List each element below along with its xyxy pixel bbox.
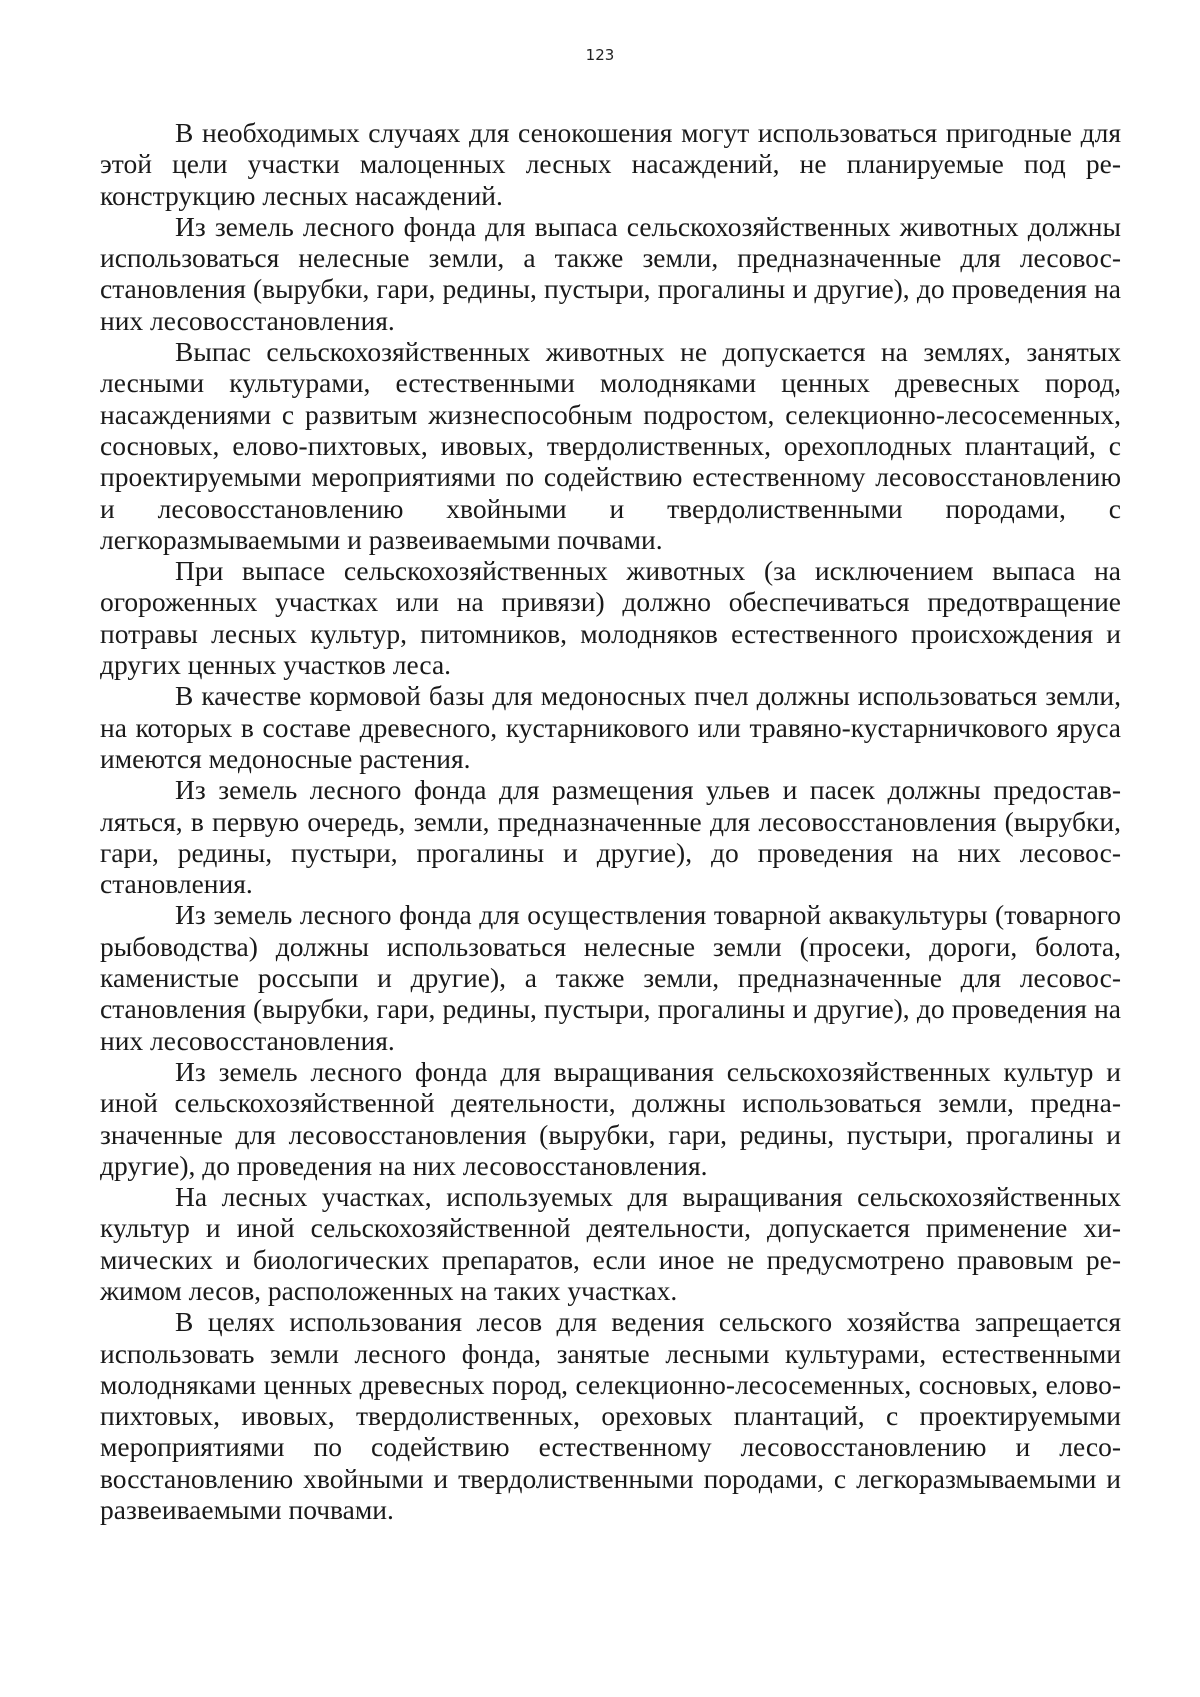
paragraph-grazing-protection: При выпасе сельскохозяйственных животных (за исключением выпаса на огороженных участках или на привязи) должно обеспечиваться предотвращение потравы лесных культур, питомников, молодняков естественного происхождения и других ценных участков леса. xyxy=(100,555,1121,681)
document-body xyxy=(100,117,1121,1525)
paragraph-grazing-lands: Из земель лесного фонда для выпаса сельскохозяйственных животных должны использоваться нелесные земли, а также земли, предназначенные для лесовосстановления (вырубки, гари, редины, пустыри, прогалины и другие), до проведения на них лесовосстановления. xyxy=(100,210,1121,336)
paragraph-aquaculture: Из земель лесного фонда для осуществления товарной аквакультуры (товарного рыбоводства) должны использоваться нелесные земли (просеки, дороги, болота, каменистые россыпи и другие), а также земли, предназначенные для лесовосстановления (вырубки, гари, редины, пустыри, прогалины и другие), до проведения на них лесовосстановления. xyxy=(100,899,1121,1056)
paragraph-grazing-prohibited: Выпас сельскохозяйственных животных не допускается на землях, занятых лесными культурами, естественными молодняками ценных древесных пород, насаждениями с развитым жизнеспособным подростом, селекционно-лесосеменных, сосновых, елово-пихтовых, ивовых, твердолиственных, орехоплодных плантаций, с проектируемыми мероприятиями по содействию естественному лесовосстановлению и лесовосстановлению хвойными и твердолиственными породами, с легкоразмываемыми и развеиваемыми почвами. xyxy=(100,336,1121,555)
paragraph-hay-mowing: В необходимых случаях для сенокошения могут использоваться пригодные для этой цели участки малоценных лесных насаждений, не планируемые под реконструкцию лесных насаждений. xyxy=(100,117,1121,211)
paragraph-bee-forage: В качестве кормовой базы для медоносных пчел должны использоваться земли, на которых в составе древесного, кустарникового или травяно-кустарничкового яруса имеются медоносные растения. xyxy=(100,680,1121,774)
paragraph-chemical-use: На лесных участках, используемых для выращивания сельскохозяйственных культур и иной сельскохозяйственной деятельности, допускается применение химических и биологических препаратов, если иное не предусмотрено правовым режимом лесов, расположенных на таких участках. xyxy=(100,1181,1121,1306)
paragraph-agriculture-prohibited: В целях использования лесов для ведения сельского хозяйства запрещается использовать земли лесного фонда, занятые лесными культурами, естественными молодняками ценных древесных пород, селекционно-лесосеменных, сосновых, елово-пихтовых, ивовых, твердолиственных, ореховых плантаций, с проектируемыми мероприятиями по содействию естественному лесовосстановлению и лесовосстановлению хвойными и твердолиственными породами, с легкоразмываемыми и развеиваемыми почвами. xyxy=(100,1306,1121,1526)
paragraph-crop-cultivation: Из земель лесного фонда для выращивания сельскохозяйственных культур и иной сельскохозяйственной деятельности, должны использоваться земли, предназначенные для лесовосстановления (вырубки, гари, редины, пустыри, прогалины и другие), до проведения на них лесовосстановления. xyxy=(100,1055,1121,1181)
paragraph-apiaries: Из земель лесного фонда для размещения ульев и пасек должны предоставляться, в первую очередь, земли, предназначенные для лесовосстановления (вырубки, гари, редины, пустыри, прогалины и другие), до проведения на них лесовосстановления. xyxy=(100,774,1121,900)
page-number: 123 xyxy=(585,46,615,64)
